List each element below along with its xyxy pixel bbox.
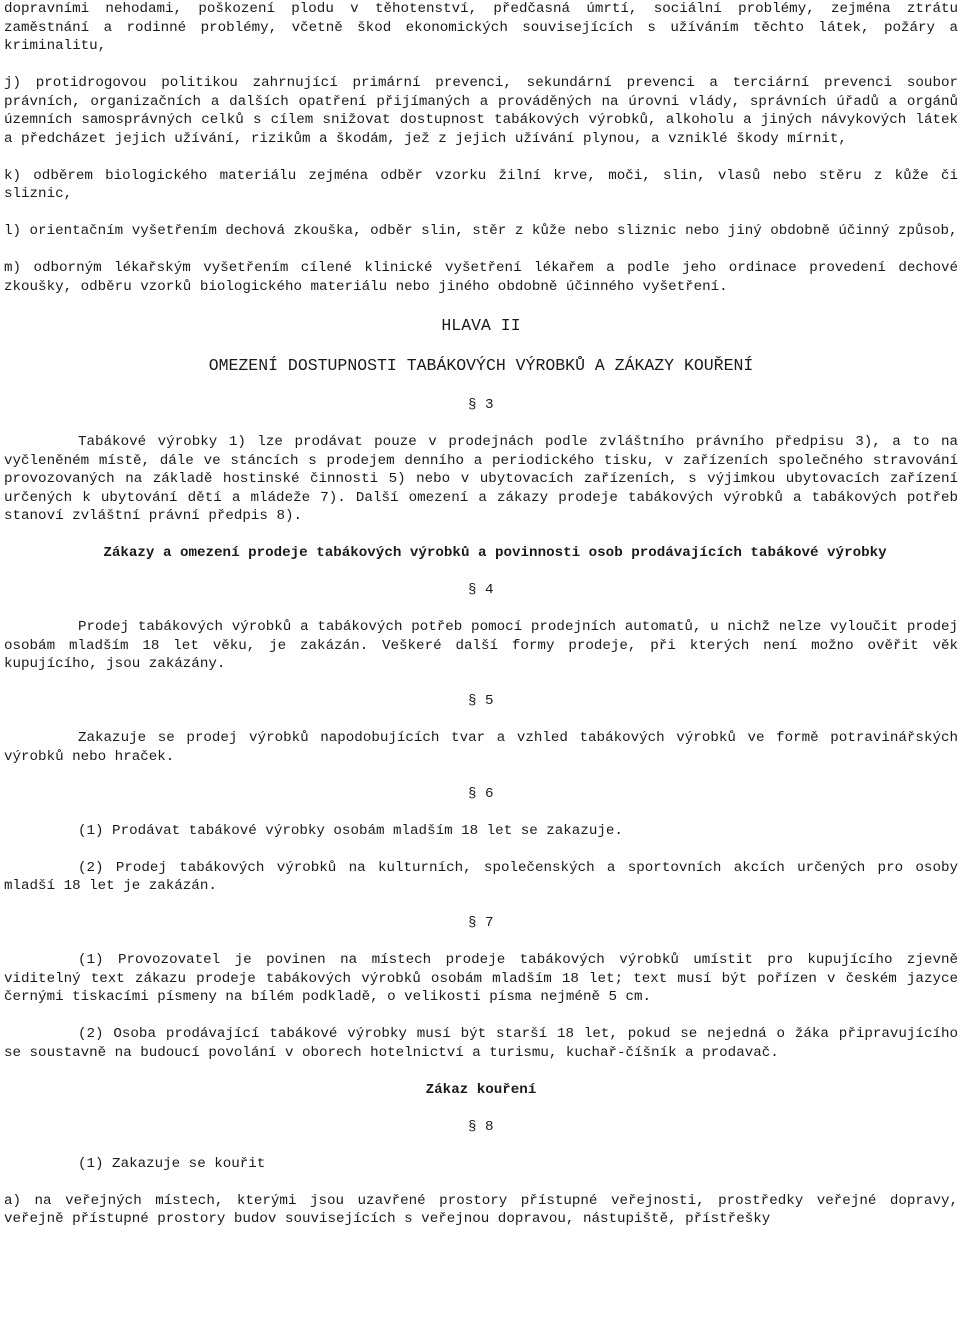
section-3-text: Tabákové výrobky 1) lze prodávat pouze v prodejnách podle zvláštního právního předpisu 3), a to na vyčleněném místě, dále ve stáncích s prodejem denního a periodického tisku, v zařízeních společného stravování provozovaných na základě hostinské činnosti 5) nebo v ubytovacích zařízeních, s výjimkou ubytovacích zařízení určených k ubytování dětí a mládeže 7). Další omezení a zákazy prodeje tabákových výrobků a tabákových potřeb stanoví zvláštní právní předpis 8). (4, 434, 958, 524)
item-j: j) protidrogovou politikou zahrnující primární prevenci, sekundární prevenci a terciární prevenci soubor právních, organizačních a dalších opatření přijímaných a prováděných na úrovni vlády, správních úřadů a orgánů územních samosprávných celků s cílem snižovat dostupnost tabákových výrobků, alkoholu a jiných návykových látek a předcházet jejich užívání, rizikům a škodám, jež z jejich užívání plynou, a vzniklé škody mírnit, (4, 75, 958, 147)
section-6-paragraph-2: (2) Prodej tabákových výrobků na kulturních, společenských a sportovních akcích určených pro osoby mladší 18 let je zakázán. (4, 859, 958, 894)
document-page (4, 0, 958, 1229)
section-7-paragraph-1: (1) Provozovatel je povinen na místech prodeje tabákových výrobků umístit pro kupujícího zjevně viditelný text zákazu prodeje tabákových výrobků osobám mladším 18 let; text musí být pořízen v českém jazyce černými tiskacími písmeny na bílém podkladě, o velikosti písma nejméně 5 cm. (4, 952, 958, 1005)
item-l: l) orientačním vyšetřením dechová zkouška, odběr slin, stěr z kůže nebo sliznic nebo jiný obdobně účinný způsob, (4, 223, 958, 239)
chapter-title: OMEZENÍ DOSTUPNOSTI TABÁKOVÝCH VÝROBKŮ A ZÁKAZY KOUŘENÍ (208, 356, 754, 375)
item-m: m) odborným lékařským vyšetřením cílené klinické vyšetření lékařem a podle jeho ordinace provedení dechové zkoušky, odběru vzorků biologického materiálu nebo jiného obdobně účinného vyšetření. (4, 260, 958, 295)
section-7-paragraph-2: (2) Osoba prodávající tabákové výrobky musí být starší 18 let, pokud se nejedná o žáka připravujícího se soustavně na budoucí povolání v oborech hotelnictví a turismu, kuchař-číšník a prodavač. (4, 1026, 958, 1061)
sales-restrictions-heading: Zákazy a omezení prodeje tabákových výrobků a povinnosti osob prodávajících tabákové výrobky (103, 545, 887, 561)
section-sign-6: § 6 (468, 785, 494, 802)
section-4-text: Prodej tabákových výrobků a tabákových potřeb pomocí prodejních automatů, u nichž nelze vyloučit prodej osobám mladším 18 let věku, je zakázán. Veškeré další formy prodeje, při kterých není možno ověřit věk kupujícího, jsou zakázány. (4, 619, 958, 672)
section-5-text: Zakazuje se prodej výrobků napodobujících tvar a vzhled tabákových výrobků ve formě potravinářských výrobků nebo hraček. (4, 730, 958, 765)
section-sign-4: § 4 (468, 582, 494, 598)
chapter-heading: HLAVA II (441, 316, 521, 335)
smoking-ban-heading: Zákaz kouření (425, 1081, 537, 1098)
item-i-continuation: dopravními nehodami, poškození plodu v těhotenství, předčasná úmrtí, sociální problémy, zejména ztrátu zaměstnání a rodinné problémy, včetně škod ekonomických souvisejících s užíváním těchto látek, požáry a kriminalitu, (4, 1, 958, 54)
item-k: k) odběrem biologického materiálu zejména odběr vzorku žilní krve, moči, slin, vlasů nebo stěru z kůže či sliznic, (4, 167, 958, 202)
section-sign-3: § 3 (468, 397, 494, 413)
section-6-paragraph-1: (1) Prodávat tabákové výrobky osobám mladším 18 let se zakazuje. (78, 822, 623, 839)
section-sign-7: § 7 (468, 915, 494, 931)
section-sign-8: § 8 (468, 1118, 494, 1135)
section-8-paragraph-1: (1) Zakazuje se kouřit (78, 1155, 266, 1172)
section-sign-5: § 5 (468, 693, 494, 709)
section-8-item-a: a) na veřejných místech, kterými jsou uzavřené prostory přístupné veřejnosti, prostředky veřejné dopravy, veřejně přístupné prostory budov souvisejících s veřejnou dopravou, nástupiště, přístřešky (4, 1192, 958, 1227)
